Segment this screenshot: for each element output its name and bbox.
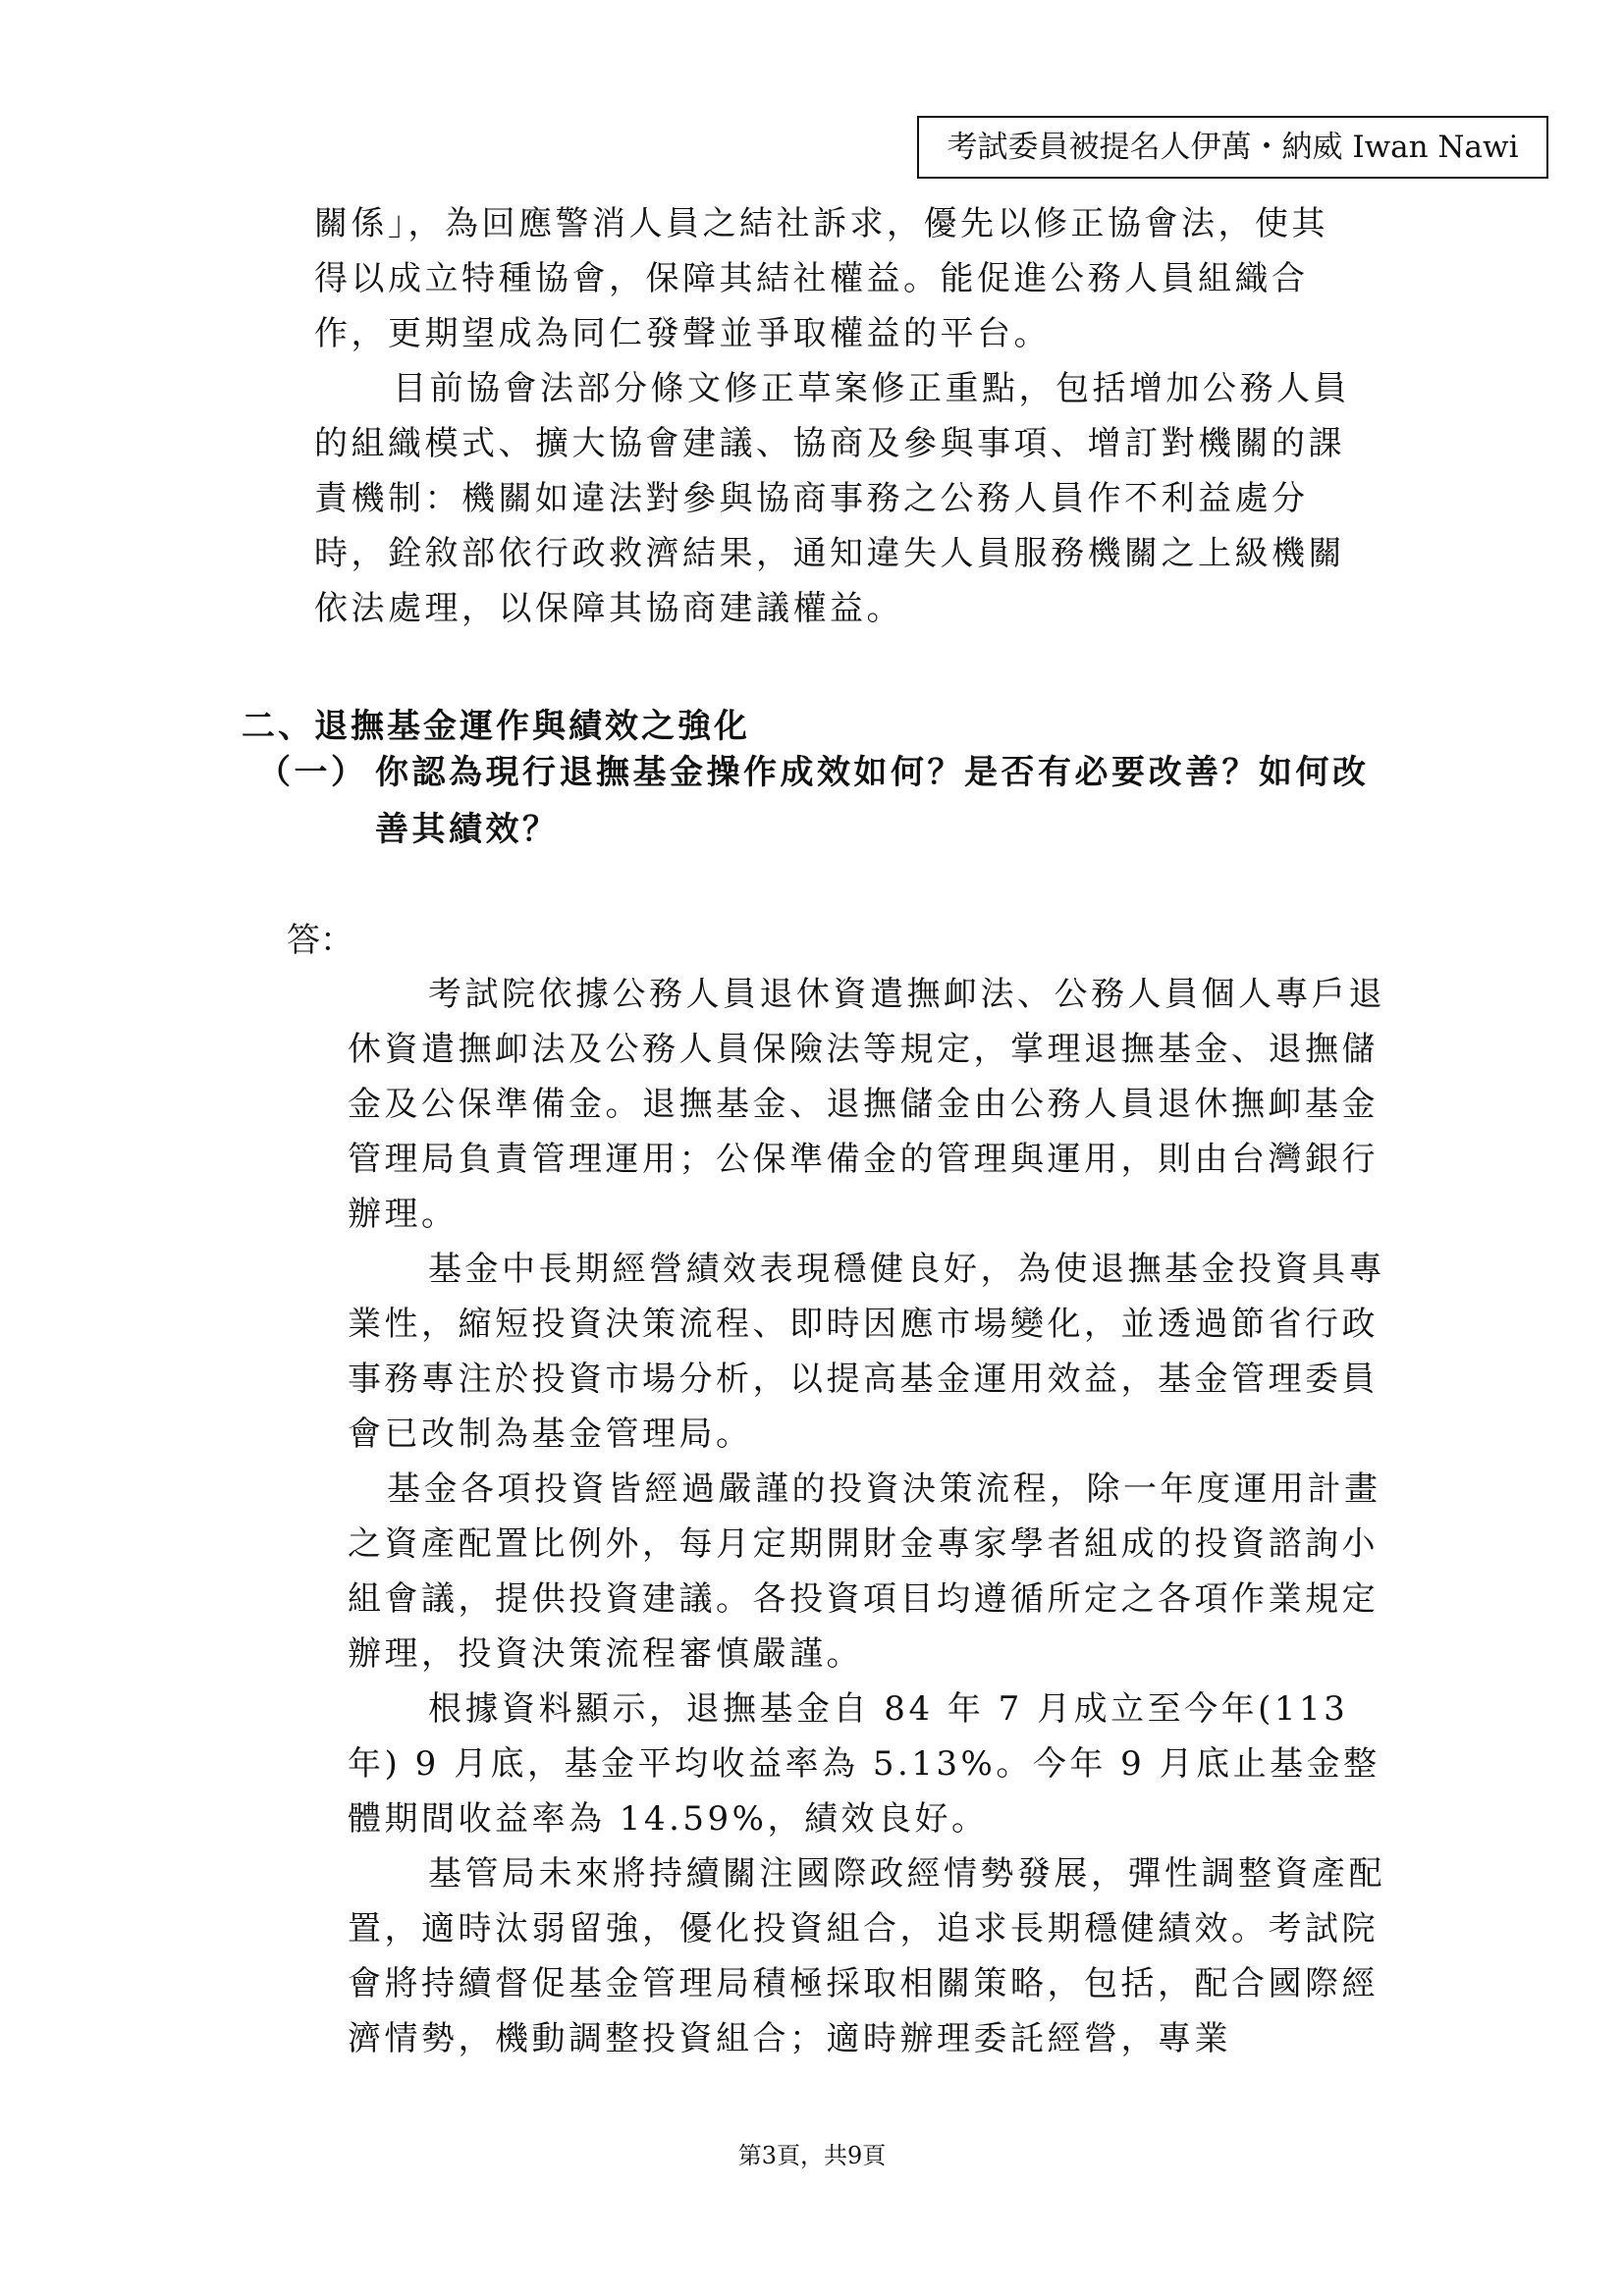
paragraph-continuation: 關係」，為回應警消人員之結社訴求，優先以修正協會法，使其得以成立特種協會，保障其結社權益。能促進公務人員組織合作，更期望成為同仁發聲並爭取權益的平台。 [314, 204, 1328, 353]
top-section-body [314, 196, 1355, 636]
candidate-header-box [917, 116, 1548, 179]
question-text: 你認為現行退撫基金操作成效如何？是否有必要改善？如何改善其績效？ [375, 753, 1370, 849]
answer-paragraph: 基金各項投資皆經過嚴謹的投資決策流程，除一年度運用計畫之資產配置比例外，每月定期開財金專家學者組成的投資諮詢小組會議，提供投資建議。各投資項目均遵循所定之各項作業規定辦理，投資決策流程審慎嚴謹。 [348, 1469, 1381, 1674]
answer-label: 答： [287, 921, 353, 960]
answer-paragraph: 根據資料顯示，退撫基金自 84 年 7 月成立至今年(113 年) 9 月底，基金平均收益率為 5.13%。今年 9 月底止基金整體期間收益率為 14.59%，績效良好。 [348, 1689, 1380, 1839]
candidate-label: 考試委員被提名人伊萬・納威 Iwan Nawi [947, 130, 1519, 165]
answer-paragraph: 基管局未來將持續關注國際政經情勢發展，彈性調整資產配置，適時汰弱留強，優化投資組合，追求長期穩健績效。考試院會將持續督促基金管理局積極採取相關策略，包括，配合國際經濟情勢，機動調整投資組合；適時辦理委託經營，專業 [348, 1854, 1385, 2058]
answer-paragraph: 基金中長期經營績效表現穩健良好，為使退撫基金投資具專業性，縮短投資決策流程、即時因應市場變化，並透過節省行政事務專注於投資市場分析，以提高基金運用效益，基金管理委員會已改制為基金管理局。 [348, 1250, 1385, 1454]
question-block [257, 744, 1386, 858]
answer-body [348, 967, 1390, 2066]
page-number-footer: 第3頁，共9頁 [737, 2142, 887, 2169]
question-number: （一） [257, 753, 368, 792]
answer-paragraph: 考試院依據公務人員退休資遣撫卹法、公務人員個人專戶退休資遣撫卹法及公務人員保險法等規定，掌理退撫基金、退撫儲金及公保準備金。退撫基金、退撫儲金由公務人員退休撫卹基金管理局負責管理運用；公保準備金的管理與運用，則由台灣銀行辦理。 [348, 975, 1385, 1234]
section-heading: 二、退撫基金運作與績效之強化 [242, 707, 750, 746]
paragraph-association-law: 目前協會法部分條文修正草案修正重點，包括增加公務人員的組織模式、擴大協會建議、協商及參與事項、增訂對機關的課責機制：機關如違法對參與協商事務之公務人員作不利益處分時，銓敘部依行政救濟結果，通知違失人員服務機關之上級機關依法處理，以保障其協商建議權益。 [314, 369, 1350, 628]
